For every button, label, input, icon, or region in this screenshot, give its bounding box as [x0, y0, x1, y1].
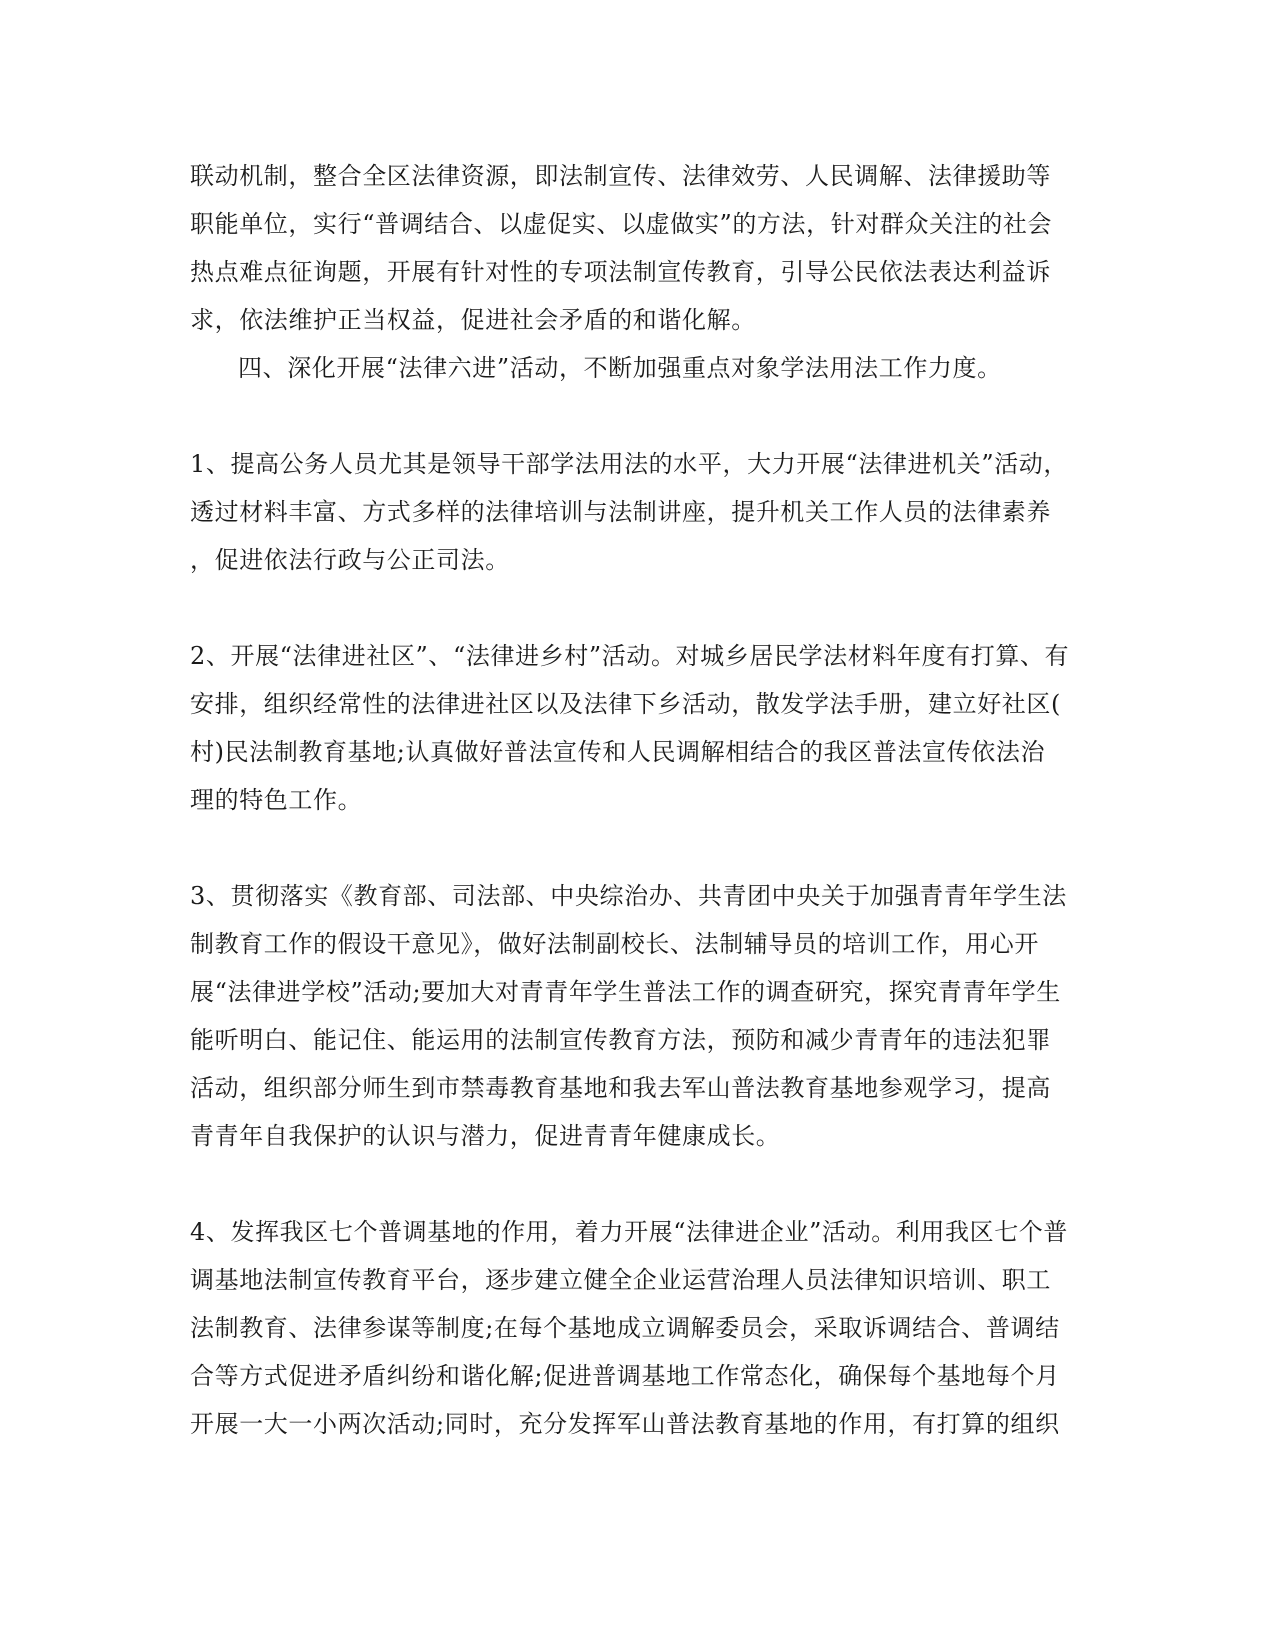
paragraph-gap [190, 392, 1090, 440]
text-line: 法制教育、法律参谋等制度;在每个基地成立调解委员会，采取诉调结合、普调结 [190, 1314, 1060, 1342]
text-line: 理的特色工作。 [190, 786, 363, 814]
text-line: 4、发挥我区七个普调基地的作用，着力开展“法律进企业”活动。利用我区七个普 [190, 1218, 1069, 1246]
text-line: 调基地法制宣传教育平台，逐步建立健全企业运营治理人员法律知识培训、职工 [190, 1266, 1051, 1294]
paragraph-item2 [190, 632, 1090, 824]
text-line: 2、开展“法律进社区”、“法律进乡村”活动。对城乡居民学法材料年度有打算、有 [190, 642, 1070, 670]
text-line: 制教育工作的假设干意见》，做好法制副校长、法制辅导员的培训工作，用心开 [190, 930, 1039, 958]
document-body [190, 152, 1090, 1448]
text-line: 1、提高公务人员尤其是领导干部学法用法的水平，大力开展“法律进机关”活动， [190, 450, 1069, 478]
paragraph-gap [190, 584, 1090, 632]
text-line: 活动，组织部分师生到市禁毒教育基地和我去军山普法教育基地参观学习，提高 [190, 1074, 1051, 1102]
text-line: 联动机制，整合全区法律资源，即法制宣传、法律效劳、人民调解、法律援助等 [190, 162, 1051, 190]
text-line: 青青年自我保护的认识与潜力，促进青青年健康成长。 [190, 1122, 781, 1150]
paragraph-item3 [190, 872, 1090, 1160]
text-line: 开展一大一小两次活动;同时，充分发挥军山普法教育基地的作用，有打算的组织 [190, 1410, 1060, 1438]
section-heading-4 [190, 344, 1090, 392]
text-line: 展“法律进学校”活动;要加大对青青年学生普法工作的调查研究，探究青青年学生 [190, 978, 1061, 1006]
paragraph-block1 [190, 152, 1090, 344]
text-line: 3、贯彻落实《教育部、司法部、中央综治办、共青团中央关于加强青青年学生法 [190, 882, 1067, 910]
text-line: 安排，组织经常性的法律进社区以及法律下乡活动，散发学法手册，建立好社区( [190, 690, 1061, 718]
text-line: 能听明白、能记住、能运用的法制宣传教育方法，预防和减少青青年的违法犯罪 [190, 1026, 1051, 1054]
text-line: ，促进依法行政与公正司法。 [190, 546, 510, 574]
heading-line: 四、深化开展“法律六进”活动，不断加强重点对象学法用法工作力度。 [238, 354, 1002, 382]
paragraph-gap [190, 824, 1090, 872]
paragraph-item4 [190, 1208, 1090, 1448]
text-line: 合等方式促进矛盾纠纷和谐化解;促进普调基地工作常态化，确保每个基地每个月 [190, 1362, 1060, 1390]
text-line: 求，依法维护正当权益，促进社会矛盾的和谐化解。 [190, 306, 756, 334]
paragraph-gap [190, 1160, 1090, 1208]
text-line: 热点难点征询题，开展有针对性的专项法制宣传教育，引导公民依法表达利益诉 [190, 258, 1051, 286]
text-line: 职能单位，实行“普调结合、以虚促实、以虚做实”的方法，针对群众关注的社会 [190, 210, 1053, 238]
paragraph-item1 [190, 440, 1090, 584]
text-line: 透过材料丰富、方式多样的法律培训与法制讲座，提升机关工作人员的法律素养 [190, 498, 1051, 526]
text-line: 村)民法制教育基地;认真做好普法宣传和人民调解相结合的我区普法宣传依法治 [190, 738, 1046, 766]
